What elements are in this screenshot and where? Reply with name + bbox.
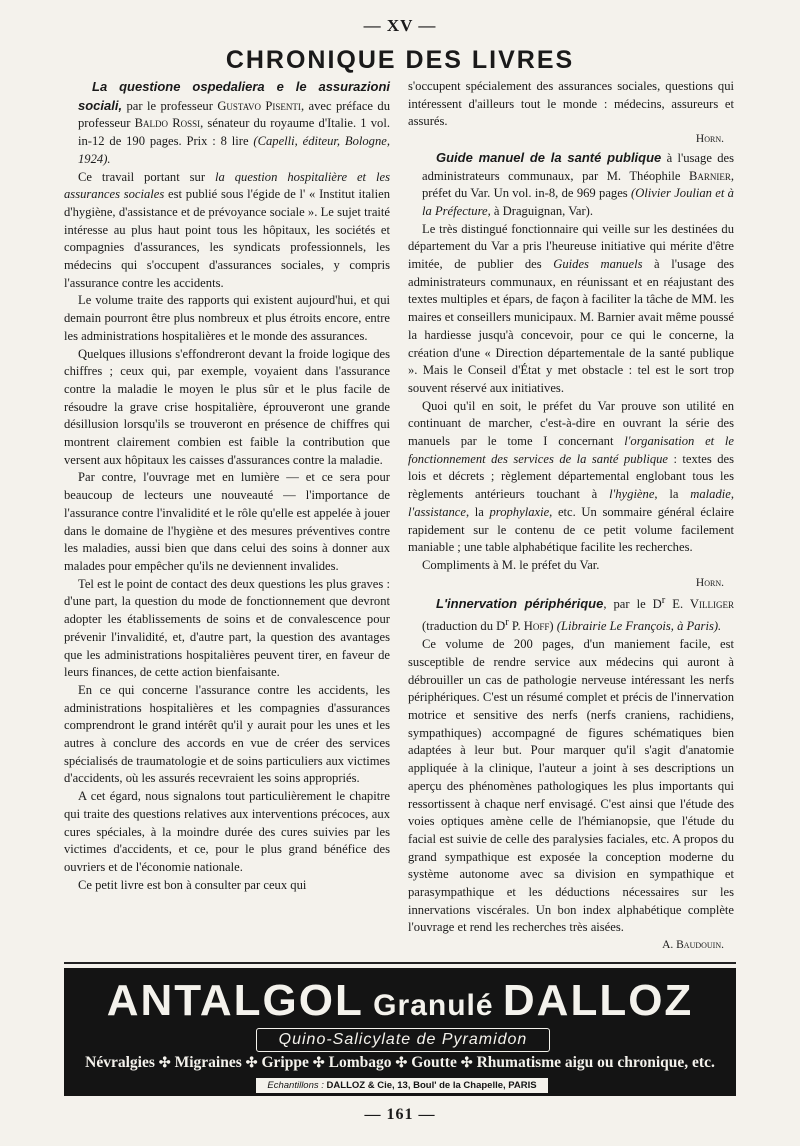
italic-term: Guides manuels bbox=[553, 257, 643, 272]
separator-icon: ✣ bbox=[158, 1056, 171, 1071]
ad-indications bbox=[66, 1054, 734, 1072]
samples-address: DALLOZ & Cie, 13, Boul' de la Chapelle, PARIS bbox=[326, 1080, 537, 1091]
review-paragraph: Compliments à M. le préfet du Var. bbox=[422, 557, 600, 572]
text: Ce travail portant sur bbox=[78, 169, 215, 184]
running-folio: — XV — bbox=[363, 16, 437, 35]
text: , etc. Un sommaire général éclaire rapidement sur le contenu de ce petit volume facilement maniable ; une table alphabétique facilite les recherches. bbox=[408, 504, 734, 555]
indication: Lombago bbox=[328, 1054, 392, 1071]
byline-text: ) bbox=[549, 619, 557, 634]
review-paragraph: Tel est le point de contact des deux questions les plus graves : d'une part, la question du mode de fonctionnement que devront adopter les établissements de soins et de convalescence pour prévenir l'invalidité, et, d'autre part, la question des avantages que les administrations hospitalières peuvent tirer, en faveur de leurs finances, de cette action bienfaisante. bbox=[64, 576, 390, 680]
left-column bbox=[64, 78, 390, 894]
brand-name: ANTALGOL bbox=[106, 976, 364, 1025]
italic-term: l'hygiène bbox=[609, 487, 655, 502]
ad-brand bbox=[66, 976, 734, 1026]
ad-samples-address bbox=[256, 1078, 548, 1093]
book-entry-1 bbox=[64, 78, 390, 169]
review-paragraph: Le volume traite des rapports qui existent aujourd'hui, et qui demain pourront être plus nombreux et plus étroits encore, entre les administrations hospitalières et le monde des assurances. bbox=[64, 293, 390, 343]
byline-text: à Draguignan, Var). bbox=[490, 203, 594, 218]
reviewer-signature: A. Baudouin. bbox=[662, 939, 724, 952]
byline-text: , par le D bbox=[603, 597, 662, 612]
review-paragraph bbox=[408, 221, 734, 398]
review-paragraph: Ce petit livre est bon à consulter par ceux qui bbox=[78, 877, 307, 892]
indication: Névralgies bbox=[85, 1054, 155, 1071]
review-paragraph: A cet égard, nous signalons tout particulièrement le chapitre qui traite des questions relatives aux interventions précoces, aux cures spéciales, à la moindre durée des cures suivies par les victimes d'accidents, et ce, pour le plus grand bénéfice des ouvriers et de l'économie nationale. bbox=[64, 789, 390, 874]
book-title: La questione ospedaliera e le assurazioni sociali, bbox=[78, 79, 390, 113]
brand-form: Granulé bbox=[363, 989, 503, 1022]
indication: Rhumatisme aigu ou chronique, etc. bbox=[476, 1054, 715, 1071]
indication: Goutte bbox=[411, 1054, 457, 1071]
byline-text: , avec préface du professeur bbox=[78, 98, 390, 131]
italic-term: prophylaxie bbox=[489, 504, 550, 519]
italic-title: l'organisation et le fonctionnement des services de la santé publique bbox=[408, 434, 734, 466]
byline-text: à l'usage des administrateurs communaux, par M. Théophile bbox=[422, 150, 734, 183]
translator-name: P. Hoff bbox=[508, 619, 550, 634]
byline-text: par le professeur bbox=[126, 98, 218, 113]
indication: Migraines bbox=[174, 1054, 242, 1071]
text: à l'usage des administrateurs communaux, en réunissant et en réajustant des textes multiples et épars, de façon à faciliter la tâche de MM. les maires et conseillers municipaux. M. Barnier avait même poussé la hardiesse jusqu'à concevoir, pour ce qui le concerne, la création d'une « Direction départementale de la santé publique ». Mais le Conseil d'État y met obstacle : tel est le sort trop souvent réservé aux initiatives. bbox=[408, 257, 735, 395]
book-entry-2 bbox=[408, 149, 734, 221]
italic-term: l'assistance bbox=[408, 504, 466, 519]
reviewer-signature: Horn. bbox=[695, 576, 724, 589]
author-name: Gustavo Pisenti bbox=[217, 98, 301, 113]
review-paragraph bbox=[64, 169, 390, 293]
review-paragraph: Ce volume de 200 pages, d'un maniement facile, est susceptible de rendre service aux médecins qui auront à débrouiller un cas de pathologie nerveuse intéressant les nerfs périphériques. C'est un résumé complet et précis de l'innervation motrice et sensitive des nerfs (nerfs craniens, rachidiens, sympathiques) accompagné de figures schématiques bien adaptées à leur but. Pour marquer qu'il s'agit d'anatomie appliquée à la clinique, l'auteur a joint à ses descriptions un aperçu des phénomènes pathologiques les plus importants qui ressortissent à chaque nerf envisagé. C'est ainsi que l'étude des voies optiques amène celle de l'hémianopsie, que l'étude du facial est suivie de celle des paralysies faciales, etc. A propos du grand sympathique est exposée la conception moderne du système autonome avec sa division en sympathique et parasympathique et les déductions nécessaires sur les innervations viscérales. Un bon index alphabétique complète l'ouvrage et rend les recherches très aisées. bbox=[408, 637, 734, 935]
italic-title: la question hospitalière et les assurances sociales bbox=[64, 169, 390, 202]
indication: Grippe bbox=[261, 1054, 309, 1071]
text: Le très distingué fonctionnaire qui veille sur les destinées du département du Var a pris l'heureuse initiative qui mérite d'être imitée, de publier des bbox=[408, 221, 734, 272]
samples-label: Echantillons : bbox=[267, 1080, 327, 1091]
review-paragraph: Par contre, l'ouvrage met en lumière — et ce sera pour beaucoup de lecteurs une nouveauté — l'importance de l'assurance contre l'invalidité et le rôle qu'elle est appelée à jouer dans le domaine de l'hygiène et des mesures préventives contre les maladies, aussi bien que dans celui des soins à donner aux malades pour empêcher qu'ils ne deviennent invalides. bbox=[64, 470, 390, 573]
text: Quoi qu'il en soit, le préfet du Var prouve son utilité en continuant de marcher, c'est-à-dire en ouvrant la série des manuels par le tome I concernant bbox=[408, 398, 734, 449]
italic-term: maladie bbox=[690, 487, 731, 502]
author-name: Barnier bbox=[688, 168, 731, 183]
byline-text: (traduction du D bbox=[422, 619, 506, 634]
book-title: L'innervation périphérique bbox=[436, 596, 604, 612]
right-column bbox=[408, 78, 734, 955]
byline-text: , préfet du Var. Un vol. in-8, de 969 pages bbox=[422, 168, 734, 201]
text: , la bbox=[654, 487, 691, 502]
separator-icon: ✣ bbox=[245, 1056, 258, 1071]
page-number: — 161 — bbox=[364, 1106, 436, 1123]
brand-maker: DALLOZ bbox=[502, 976, 694, 1025]
book-entry-3 bbox=[408, 592, 734, 636]
byline-text: , sénateur du royaume d'Italie. 1 vol. in-12 de 190 pages. Prix : 8 lire bbox=[78, 116, 390, 149]
author-name: E. Villiger bbox=[665, 597, 734, 612]
text: , la bbox=[465, 504, 490, 519]
divider-rule bbox=[64, 962, 736, 964]
review-paragraph bbox=[408, 398, 734, 557]
ad-subtitle: Quino-Salicylate de Pyramidon bbox=[256, 1028, 550, 1052]
review-paragraph: Quelques illusions s'effondreront devant la froide logique des chiffres ; ceux qui, par exemple, voyaient dans l'assurance contre la maladie le moyen le plus sûr et le plus facile de résoudre la grave crise hospitalière, éprouveront une grande désillusion lorsqu'ils se trouveront en présence de chiffres qui montrent clairement combien est faible la contribution que versent aux hôpitaux les caisses d'assurances contre la maladie. bbox=[64, 346, 390, 467]
text: est publié sous l'égide de l' « Institut italien d'hygiène, d'assistance et de prévoyance sociale ». Le sujet traité intéresse au plus haut point tous les hôpitaux, les sociétés et compagnies d'assurances, les syndicats professionnels, les médecins qui s'occupent d'assurances sociales, y compris l'assurance contre les accidents. bbox=[64, 187, 390, 290]
publisher: (Olivier Joulian et à la Préfecture, bbox=[422, 186, 734, 218]
separator-icon: ✣ bbox=[312, 1056, 325, 1071]
superscript: r bbox=[661, 595, 666, 607]
separator-icon: ✣ bbox=[395, 1056, 408, 1071]
text: , bbox=[730, 487, 734, 502]
separator-icon: ✣ bbox=[460, 1056, 473, 1071]
publisher: (Capelli, éditeur, Bologne, 1924). bbox=[78, 134, 390, 166]
prefacer-name: Baldo Rossi bbox=[134, 116, 201, 131]
reviewer-signature: Horn. bbox=[695, 133, 724, 146]
book-title: Guide manuel de la santé publique bbox=[436, 149, 662, 165]
publisher: (Librairie Le François, à Paris). bbox=[556, 619, 722, 634]
review-paragraph: s'occupent spécialement des assurances sociales, questions qui intéressent d'ailleurs tout le monde : médecins, assureurs et assurés. bbox=[408, 79, 734, 129]
section-title: CHRONIQUE DES LIVRES bbox=[225, 46, 575, 74]
text: : textes des lois et décrets ; règlement départemental englobant tous les règlements antérieurs touchant à bbox=[408, 451, 734, 502]
advertisement bbox=[64, 968, 736, 1096]
review-paragraph: En ce qui concerne l'assurance contre les accidents, les administrations hospitalières et les compagnies d'assurances comprendront le grand intérêt qu'il y aurait pour les unes et les autres à conclure des accords en vue de créer des services spécialisés de traumatologie et de soins particuliers aux victimes d'accidents, où les assurés recevraient les soins appropriés. bbox=[64, 682, 390, 786]
superscript: r bbox=[505, 617, 509, 629]
